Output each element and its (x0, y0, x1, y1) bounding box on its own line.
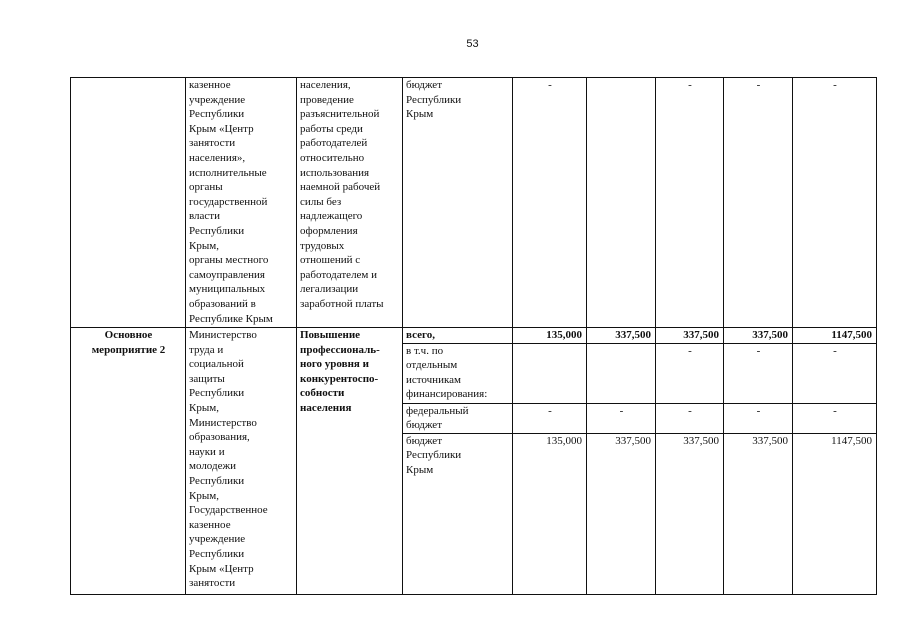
value-cell: - (724, 343, 793, 403)
value-cell: - (724, 403, 793, 433)
value-cell: - (793, 343, 877, 403)
measure-cell: населения, проведение разъяснительной работы среди работодателей относительно использования наемной рабочей силы без надлежащего оформления трудовых отношений с работодателем и легализации заработной платы (297, 78, 403, 328)
value-cell: 337,500 (724, 328, 793, 344)
value-cell: 1147,500 (793, 433, 877, 594)
value-cell: 135,000 (513, 328, 587, 344)
value-cell: 337,500 (587, 328, 656, 344)
value-cell: 337,500 (587, 433, 656, 594)
executor-cell: Министерство труда и социальной защиты Республики Крым, Министерство образования, науки и молодежи Республики Крым, Государственное казенное учреждение Республики Крым «Центр занятости (186, 328, 297, 595)
value-cell: - (793, 403, 877, 433)
funding-source-cell: бюджет Республики Крым (403, 78, 513, 328)
funding-source-cell: всего, (403, 328, 513, 344)
program-table (70, 77, 877, 595)
value-cell (513, 343, 587, 403)
value-cell: - (513, 78, 587, 328)
value-cell: - (587, 403, 656, 433)
value-cell (587, 343, 656, 403)
value-cell: - (513, 403, 587, 433)
value-cell: 337,500 (656, 328, 724, 344)
value-cell: - (793, 78, 877, 328)
value-cell: - (656, 403, 724, 433)
funding-source-cell: в т.ч. по отдельным источникам финансирования: (403, 343, 513, 403)
measure-cell: Повышение профессиональ- ного уровня и конкурентоспо- собности населения (297, 328, 403, 595)
funding-source-cell: бюджет Республики Крым (403, 433, 513, 594)
row-name-cell (71, 78, 186, 328)
value-cell: 337,500 (656, 433, 724, 594)
value-cell: 135,000 (513, 433, 587, 594)
value-cell (587, 78, 656, 328)
value-cell: - (724, 78, 793, 328)
value-cell: - (656, 343, 724, 403)
table-row-continued (71, 78, 877, 328)
table-row (71, 328, 877, 344)
value-cell: - (656, 78, 724, 328)
funding-source-cell: федеральный бюджет (403, 403, 513, 433)
page-number: 53 (466, 38, 479, 50)
activity-name-cell: Основное мероприятие 2 (71, 328, 186, 595)
value-cell: 1147,500 (793, 328, 877, 344)
executor-cell: казенное учреждение Республики Крым «Центр занятости населения», исполнительные органы государственной власти Республики Крым, органы местного самоуправления муниципальных образований в Республике Крым (186, 78, 297, 328)
value-cell: 337,500 (724, 433, 793, 594)
